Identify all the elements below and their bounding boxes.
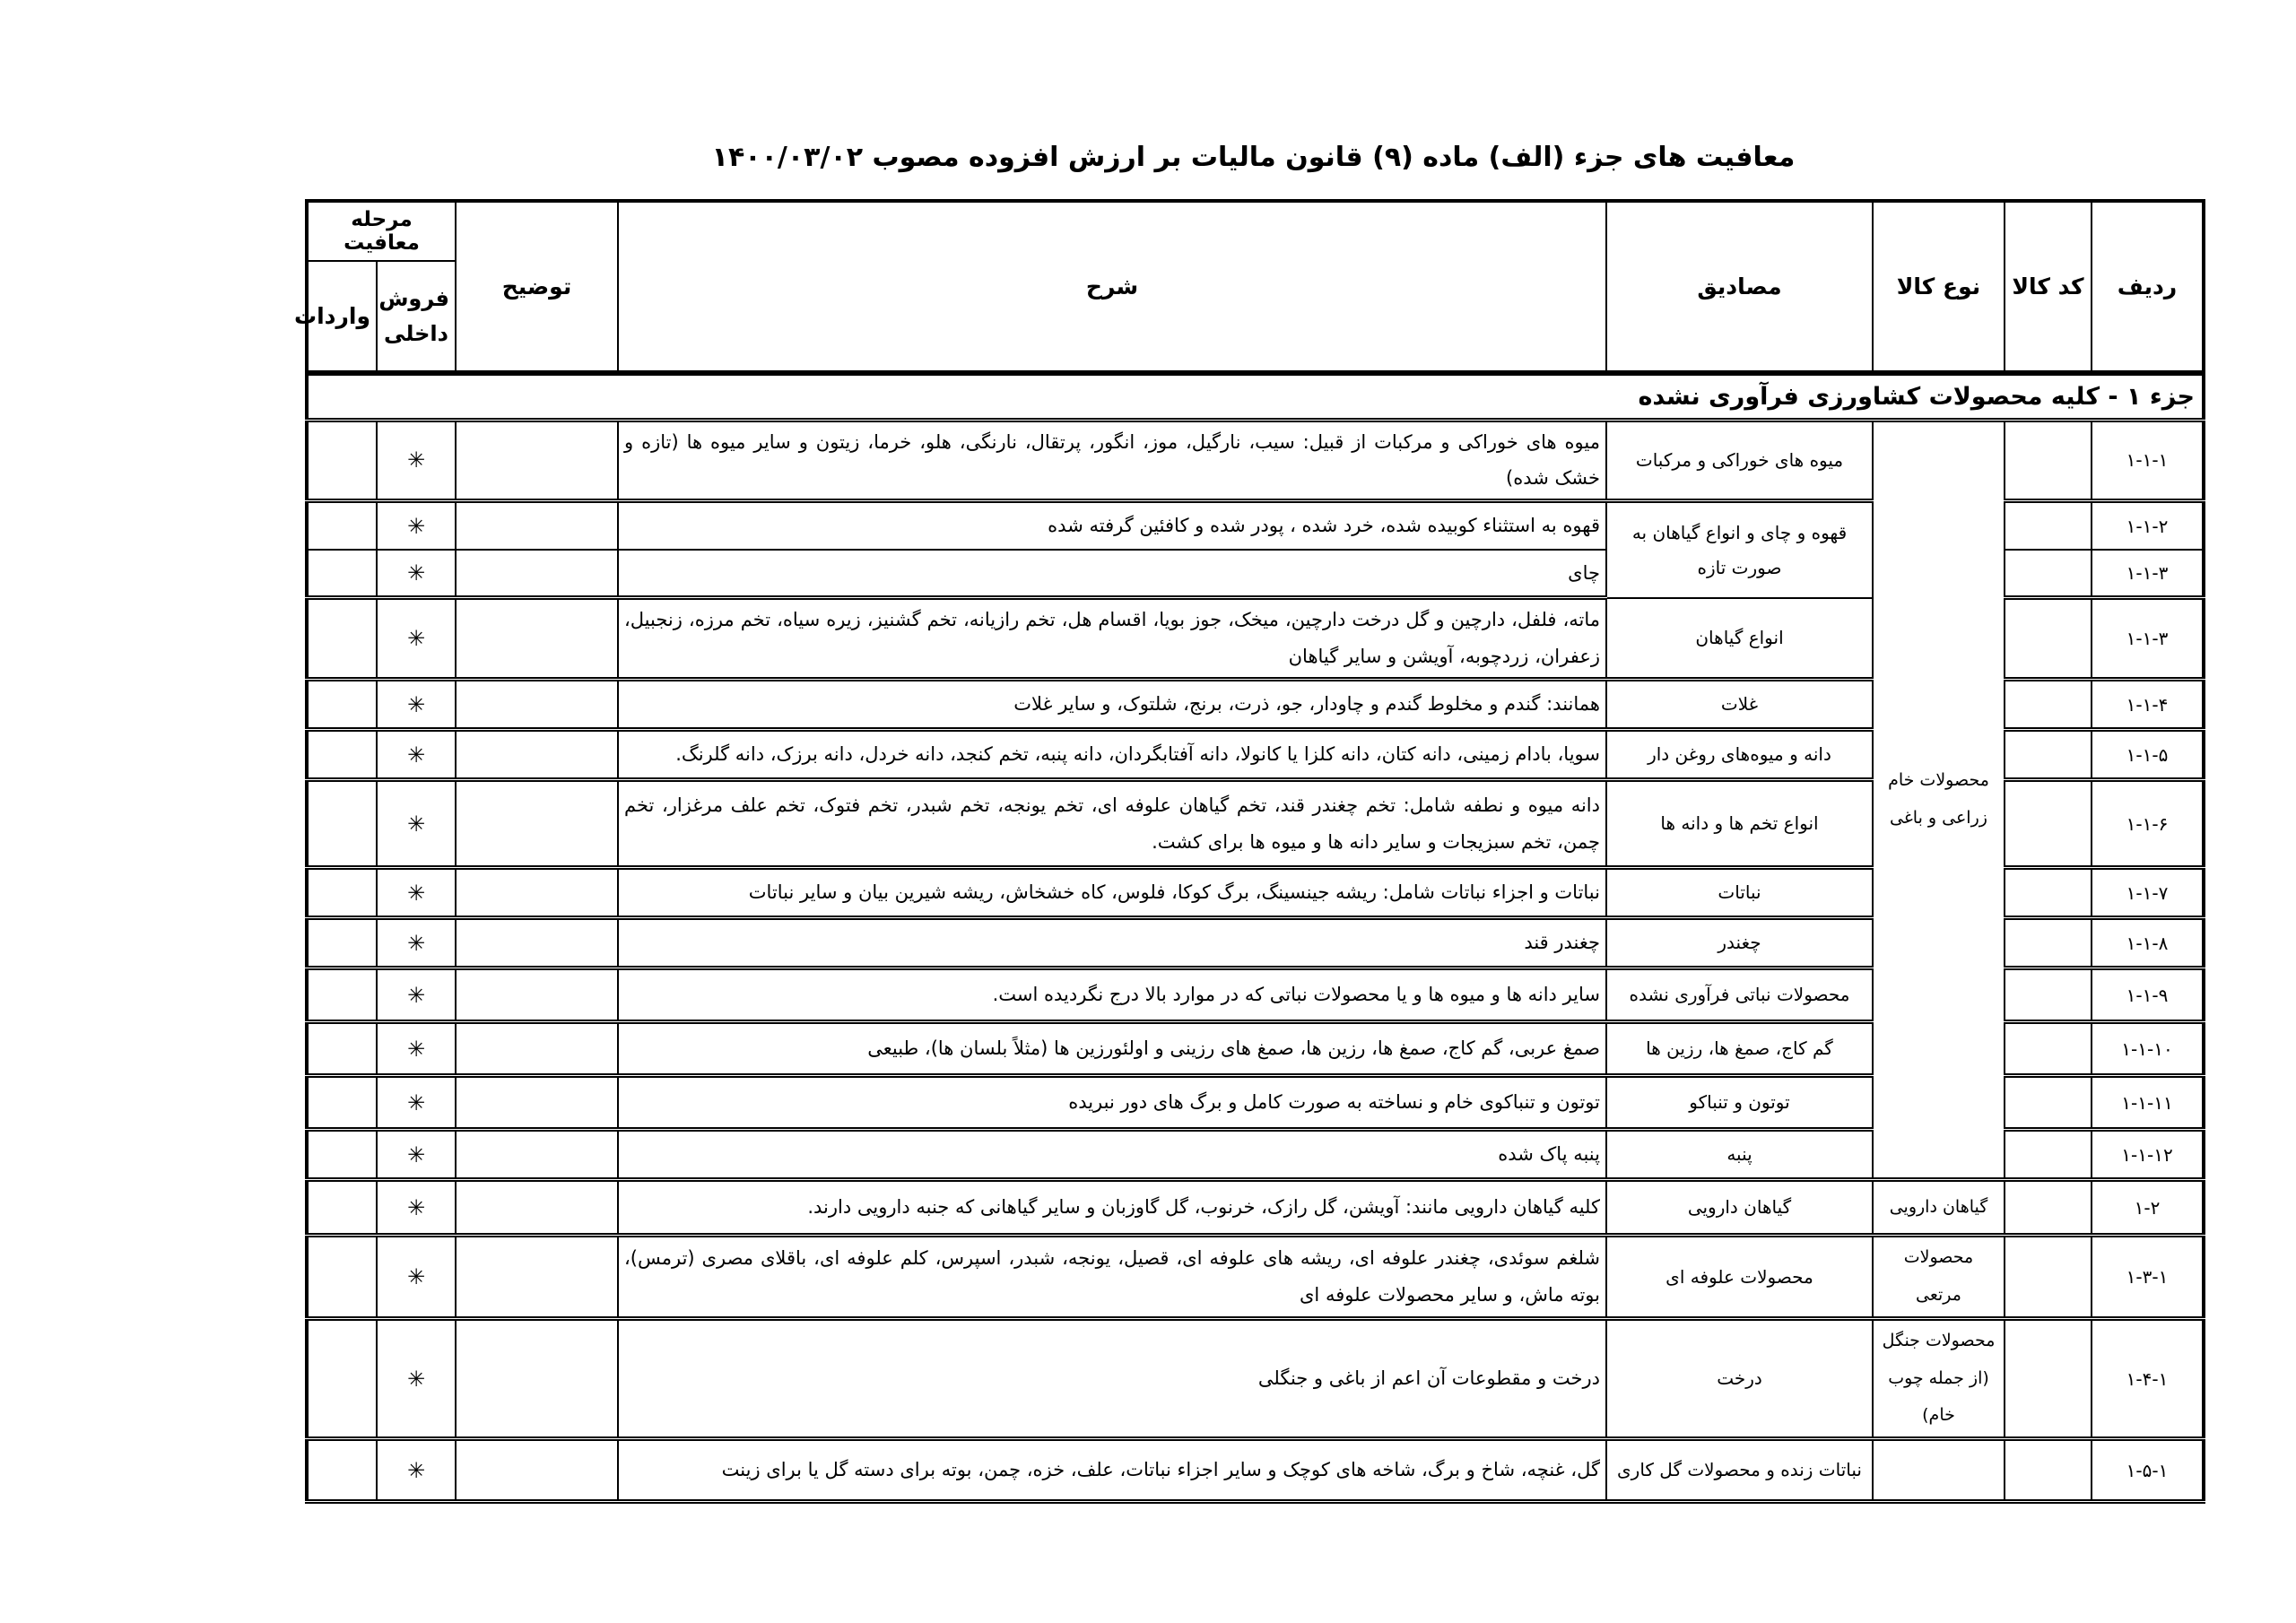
row-number: ۱-۱-۲ <box>2092 501 2204 550</box>
domestic-sale-exempt-mark: ✳ <box>377 968 456 1022</box>
domestic-sale-exempt-mark: ✳ <box>377 550 456 598</box>
row-number: ۱-۱-۹ <box>2092 968 2204 1022</box>
examples-cell: انواع تخم ها و دانه ها <box>1606 780 1873 868</box>
product-type-cell <box>1873 1439 2005 1502</box>
examples-cell: گم کاج، صمغ ها، رزین ها <box>1606 1022 1873 1076</box>
examples-cell: گیاهان دارویی <box>1606 1180 1873 1236</box>
import-cell <box>307 1236 377 1319</box>
row-number: ۱-۱-۷ <box>2092 868 2204 918</box>
product-code-cell <box>2005 680 2092 730</box>
examples-cell: نباتات <box>1606 868 1873 918</box>
description-cell: سویا، بادام زمینی، دانه کتان، دانه کلزا یا کانولا، دانه آفتابگردان، دانه پنبه، تخم کنجد، دانه خردل، دانه برزک، دانه گلرنگ. <box>618 730 1606 780</box>
note-cell <box>456 730 618 780</box>
description-cell: درخت و مقطوعات آن اعم از باغی و جنگلی <box>618 1318 1606 1438</box>
description-cell: صمغ عربی، گم کاج، صمغ ها، رزین ها، صمغ های رزینی و اولئورزین ها (مثلاً بلسان ها)، طبیعی <box>618 1022 1606 1076</box>
note-cell <box>456 501 618 550</box>
product-code-cell <box>2005 1318 2092 1438</box>
description-cell: کلیه گیاهان دارویی مانند: آویشن، گل رازک، خرنوب، گل گاوزبان و سایر گیاهانی که جنبه دارویی دارند. <box>618 1180 1606 1236</box>
product-code-cell <box>2005 501 2092 550</box>
import-cell <box>307 1130 377 1180</box>
domestic-sale-exempt-mark: ✳ <box>377 918 456 968</box>
note-cell <box>456 680 618 730</box>
examples-cell: انواع گیاهان <box>1606 598 1873 680</box>
product-code-cell <box>2005 918 2092 968</box>
note-cell <box>456 550 618 598</box>
row-number: ۱-۱-۱ <box>2092 420 2204 501</box>
domestic-sale-exempt-mark: ✳ <box>377 1022 456 1076</box>
section-title: جزء ۱ - کلیه محصولات کشاورزی فرآوری نشده <box>307 373 2204 420</box>
note-cell <box>456 1076 618 1130</box>
description-cell: سایر دانه ها و میوه ها و یا محصولات نباتی که در موارد بالا درج نگردیده است. <box>618 968 1606 1022</box>
domestic-sale-exempt-mark: ✳ <box>377 1076 456 1130</box>
domestic-sale-exempt-mark: ✳ <box>377 730 456 780</box>
product-code-cell <box>2005 1180 2092 1236</box>
row-number: ۱-۲ <box>2092 1180 2204 1236</box>
import-cell <box>307 918 377 968</box>
domestic-sale-exempt-mark: ✳ <box>377 1180 456 1236</box>
description-cell: میوه های خوراکی و مرکبات از قبیل: سیب، نارگیل، موز، انگور، پرتقال، نارنگی، هلو، خرما، زیتون و سایر میوه ها (تازه و خشک شده) <box>618 420 1606 501</box>
import-cell <box>307 780 377 868</box>
header-row-number: ردیف <box>2092 201 2204 373</box>
header-description: شرح <box>618 201 1606 373</box>
import-cell <box>307 968 377 1022</box>
row-number: ۱-۱-۵ <box>2092 730 2204 780</box>
header-import: واردات <box>307 261 377 373</box>
header-note: توضیح <box>456 201 618 373</box>
section-row <box>307 373 2204 420</box>
examples-cell: توتون و تنباکو <box>1606 1076 1873 1130</box>
examples-cell: قهوه و چای و انواع گیاهان به صورت تازه <box>1606 501 1873 598</box>
note-cell <box>456 1022 618 1076</box>
table-header <box>293 201 2204 373</box>
description-cell: دانه میوه و نطفه شامل: تخم چغندر قند، تخم گیاهان علوفه ای، تخم یونجه، تخم شبدر، تخم فتوک، تخم علف مرغزار، تخم چمن، تخم سبزیجات و سایر دانه ها و میوه ها برای کشت. <box>618 780 1606 868</box>
description-cell: چای <box>618 550 1606 598</box>
import-cell <box>307 868 377 918</box>
import-cell <box>307 420 377 501</box>
domestic-sale-exempt-mark: ✳ <box>377 598 456 680</box>
product-type-cell: محصولات خام زراعی و باغی <box>1873 420 2005 1180</box>
note-cell <box>456 868 618 918</box>
note-cell <box>456 1439 618 1502</box>
header-domestic-sale: فروش داخلی <box>377 261 456 373</box>
import-cell <box>307 1022 377 1076</box>
description-cell: پنبه پاک شده <box>618 1130 1606 1180</box>
product-code-cell <box>2005 730 2092 780</box>
import-cell <box>307 1318 377 1438</box>
domestic-sale-exempt-mark: ✳ <box>377 680 456 730</box>
examples-cell: درخت <box>1606 1318 1873 1438</box>
examples-cell: پنبه <box>1606 1130 1873 1180</box>
domestic-sale-exempt-mark: ✳ <box>377 780 456 868</box>
description-cell: نباتات و اجزاء نباتات شامل: ریشه جینسینگ، برگ کوکا، فلوس، کاه خشخاش، ریشه شیرین بیان و سایر نباتات <box>618 868 1606 918</box>
exemptions-table <box>293 199 2205 1504</box>
row-number: ۱-۱-۱۱ <box>2092 1076 2204 1130</box>
header-examples: مصادیق <box>1606 201 1873 373</box>
import-cell <box>307 1180 377 1236</box>
import-cell <box>307 680 377 730</box>
import-cell <box>307 550 377 598</box>
product-code-cell <box>2005 1439 2092 1502</box>
row-number: ۱-۱-۱۲ <box>2092 1130 2204 1180</box>
header-product-type: نوع کالا <box>1873 201 2005 373</box>
examples-cell: غلات <box>1606 680 1873 730</box>
product-code-cell <box>2005 550 2092 598</box>
row-number: ۱-۵-۱ <box>2092 1439 2204 1502</box>
header-product-code: کد کالا <box>2005 201 2092 373</box>
note-cell <box>456 780 618 868</box>
row-number: ۱-۱-۱۰ <box>2092 1022 2204 1076</box>
row-number: ۱-۳-۱ <box>2092 1236 2204 1319</box>
note-cell <box>456 918 618 968</box>
note-cell <box>456 1318 618 1438</box>
product-code-cell <box>2005 1022 2092 1076</box>
import-cell <box>307 1076 377 1130</box>
table-row <box>307 420 2204 501</box>
examples-cell: چغندر <box>1606 918 1873 968</box>
domestic-sale-exempt-mark: ✳ <box>377 1130 456 1180</box>
description-cell: شلغم سوئدی، چغندر علوفه ای، ریشه های علوفه ای، قصیل، یونجه، شبدر، اسپرس، کلم علوفه ای، باقلای مصری (ترمس)، بوته ماش، و سایر محصولات علوفه ای <box>618 1236 1606 1319</box>
examples-cell: دانه و میوه‌های روغن دار <box>1606 730 1873 780</box>
domestic-sale-exempt-mark: ✳ <box>377 420 456 501</box>
import-cell <box>307 501 377 550</box>
import-cell <box>307 1439 377 1502</box>
domestic-sale-exempt-mark: ✳ <box>377 1236 456 1319</box>
domestic-sale-exempt-mark: ✳ <box>377 868 456 918</box>
examples-cell: محصولات نباتی فرآوری نشده <box>1606 968 1873 1022</box>
note-cell <box>456 968 618 1022</box>
product-code-cell <box>2005 1130 2092 1180</box>
examples-cell: نباتات زنده و محصولات گل کاری <box>1606 1439 1873 1502</box>
row-number: ۱-۱-۸ <box>2092 918 2204 968</box>
note-cell <box>456 420 618 501</box>
import-cell <box>307 598 377 680</box>
product-type-cell: محصولات مرتعی <box>1873 1236 2005 1319</box>
row-number: ۱-۴-۱ <box>2092 1318 2204 1438</box>
product-code-cell <box>2005 780 2092 868</box>
note-cell <box>456 1236 618 1319</box>
product-code-cell <box>2005 1236 2092 1319</box>
domestic-sale-exempt-mark: ✳ <box>377 501 456 550</box>
examples-cell: میوه های خوراکی و مرکبات <box>1606 420 1873 501</box>
import-cell <box>307 730 377 780</box>
row-number: ۱-۱-۳ <box>2092 598 2204 680</box>
product-code-cell <box>2005 420 2092 501</box>
table-row <box>307 1318 2204 1438</box>
row-number: ۱-۱-۶ <box>2092 780 2204 868</box>
row-number: ۱-۱-۳ <box>2092 550 2204 598</box>
table-row <box>307 1236 2204 1319</box>
product-code-cell <box>2005 868 2092 918</box>
header-row-top <box>307 201 2204 261</box>
domestic-sale-exempt-mark: ✳ <box>377 1318 456 1438</box>
document-title: معافیت های جزء (الف) ماده (۹) قانون مالیات بر ارزش افزوده مصوب ۱۴۰۰/۰۳/۰۲ <box>711 142 1796 173</box>
description-cell: گل، غنچه، شاخ و برگ، شاخه های کوچک و سایر اجزاء نباتات، علف، خزه، چمن، بوته برای دسته گل یا برای زینت <box>618 1439 1606 1502</box>
table-row <box>307 1180 2204 1236</box>
exemptions-table-wrap <box>293 199 2205 1504</box>
description-cell: توتون و تنباکوی خام و نساخته به صورت کامل و برگ های دور نبریده <box>618 1076 1606 1130</box>
description-cell: همانند: گندم و مخلوط گندم و چاودار، جو، ذرت، برنج، شلتوک، و سایر غلات <box>618 680 1606 730</box>
description-cell: ماته، فلفل، دارچین و گل درخت دارچین، میخک، جوز بویا، اقسام هل، تخم رازیانه، تخم گشنیز، زیره سیاه، تخم مرزه، زنجبیل، زعفران، زردچوبه، آویشن و سایر گیاهان <box>618 598 1606 680</box>
table-row <box>307 1439 2204 1502</box>
domestic-sale-exempt-mark: ✳ <box>377 1439 456 1502</box>
row-number: ۱-۱-۴ <box>2092 680 2204 730</box>
note-cell <box>456 1180 618 1236</box>
header-exemption-stage: مرحله معافیت <box>307 201 456 261</box>
description-cell: چغندر قند <box>618 918 1606 968</box>
product-code-cell <box>2005 598 2092 680</box>
product-type-cell: گیاهان دارویی <box>1873 1180 2005 1236</box>
product-code-cell <box>2005 1076 2092 1130</box>
examples-cell: محصولات علوفه ای <box>1606 1236 1873 1319</box>
description-cell: قهوه به استثناء کوبیده شده، خرد شده ، پودر شده و کافئین گرفته شده <box>618 501 1606 550</box>
note-cell <box>456 598 618 680</box>
note-cell <box>456 1130 618 1180</box>
table-body <box>307 373 2204 1502</box>
product-code-cell <box>2005 968 2092 1022</box>
product-type-cell: محصولات جنگل (از جمله چوب خام) <box>1873 1318 2005 1438</box>
